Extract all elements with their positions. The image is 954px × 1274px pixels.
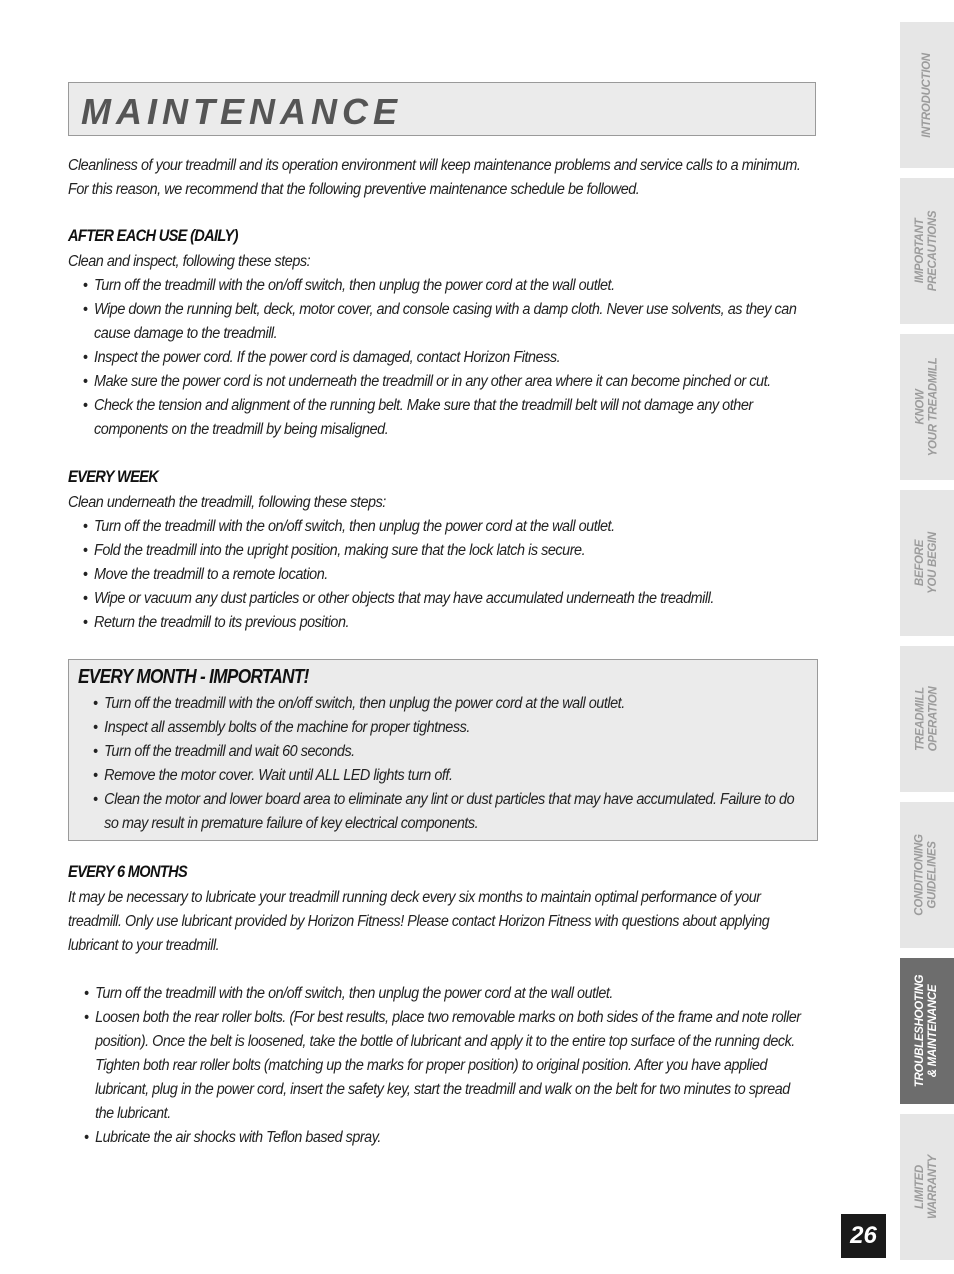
daily-section [68,250,803,442]
list-item: • Move the treadmill to a remote location. [83,563,803,587]
daily-lead: Clean and inspect, following these steps: [68,253,311,270]
tab-introduction[interactable] [900,22,954,168]
monthly-list [93,692,800,836]
list-item: • Lubricate the air shocks with Teflon based spray. [84,1126,806,1150]
list-item: • Turn off the treadmill with the on/off switch, then unplug the power cord at the wall outlet. [83,515,803,539]
six-months-section [84,982,806,1150]
monthly-section [93,692,800,836]
monthly-heading: EVERY MONTH - IMPORTANT! [78,666,309,688]
weekly-lead: Clean underneath the treadmill, following these steps: [68,494,386,511]
list-item: • Inspect all assembly bolts of the machine for proper tightness. [93,716,800,740]
list-item: • Return the treadmill to its previous position. [83,611,803,635]
six-months-lead: It may be necessary to lubricate your treadmill running deck every six months to maintain optimal performance of your treadmill. Only use lubricant provided by Horizon Fitness! Please contact Horizon Fitness with questions about applying lubricant to your treadmill. [68,889,770,954]
list-item: • Inspect the power cord. If the power cord is damaged, contact Horizon Fitness. [83,346,803,370]
tab-conditioning-guidelines[interactable] [900,802,954,948]
tab-label: CONDITIONING GUIDELINES [914,834,939,916]
list-item: • Loosen both the rear roller bolts. (For best results, place two removable marks on both sides of the frame and note roller position). Once the belt is loosened, take the bottle of lubricant and apply it to the entire top surface of the running deck. Tighten both rear roller bolts (matching up the marks for proper position) to original position. After you have applied lubricant, plug in the power cord, insert the safety key, start the treadmill and walk on the belt for two minutes to spread the lubricant. [84,1006,806,1126]
weekly-heading: EVERY WEEK [68,467,159,486]
list-item: • Turn off the treadmill with the on/off switch, then unplug the power cord at the wall outlet. [84,982,806,1006]
tab-know-your-treadmill[interactable] [900,334,954,480]
six-months-list [84,982,806,1150]
tab-label: LIMITED WARRANTY [914,1154,940,1220]
list-item: • Clean the motor and lower board area to eliminate any lint or dust particles that may have accumulated. Failure to do so may result in premature failure of key electrical components. [93,788,800,836]
tab-label: KNOW YOUR TREADMILL [914,357,939,457]
tab-label: INTRODUCTION [920,52,933,138]
weekly-list [83,515,803,635]
weekly-section [68,491,803,635]
page-title: MAINTENANCE [81,91,402,132]
daily-list [83,274,803,442]
list-item: • Turn off the treadmill with the on/off switch, then unplug the power cord at the wall outlet. [83,274,803,298]
tab-important-precautions[interactable] [900,178,954,324]
page-number: 26 [841,1214,886,1258]
tab-label: TROUBLESHOOTING & MAINTENANCE [914,974,940,1088]
list-item: • Turn off the treadmill with the on/off switch, then unplug the power cord at the wall outlet. [93,692,800,716]
list-item: • Make sure the power cord is not underneath the treadmill or in any other area where it can become pinched or cut. [83,370,803,394]
title-box [68,82,816,136]
list-item: • Check the tension and alignment of the running belt. Make sure that the treadmill belt will not damage any other components on the treadmill by being misaligned. [83,394,803,442]
daily-heading: AFTER EACH USE (DAILY) [68,226,238,245]
list-item: • Wipe or vacuum any dust particles or other objects that may have accumulated underneath the treadmill. [83,587,803,611]
tab-treadmill-operation[interactable] [900,646,954,792]
list-item: • Remove the motor cover. Wait until ALL LED lights turn off. [93,764,800,788]
monthly-box [68,659,818,841]
six-months-heading: EVERY 6 MONTHS [68,862,188,881]
tab-label: TREADMILL OPERATION [914,686,939,752]
list-item: • Fold the treadmill into the upright position, making sure that the lock latch is secure. [83,539,803,563]
tab-before-you-begin[interactable] [900,490,954,636]
tab-limited-warranty[interactable] [900,1114,954,1260]
intro-paragraph: Cleanliness of your treadmill and its operation environment will keep maintenance problems and service calls to a minimum. For this reason, we recommend that the following preventive maintenance schedule be followed. [68,157,801,198]
list-item: • Wipe down the running belt, deck, motor cover, and console casing with a damp cloth. Never use solvents, as they can cause damage to the treadmill. [83,298,803,346]
tab-label: IMPORTANT PRECAUTIONS [914,210,939,292]
list-item: • Turn off the treadmill and wait 60 seconds. [93,740,800,764]
tab-label: BEFORE YOU BEGIN [914,532,939,594]
tab-troubleshooting-maintenance[interactable] [900,958,954,1104]
